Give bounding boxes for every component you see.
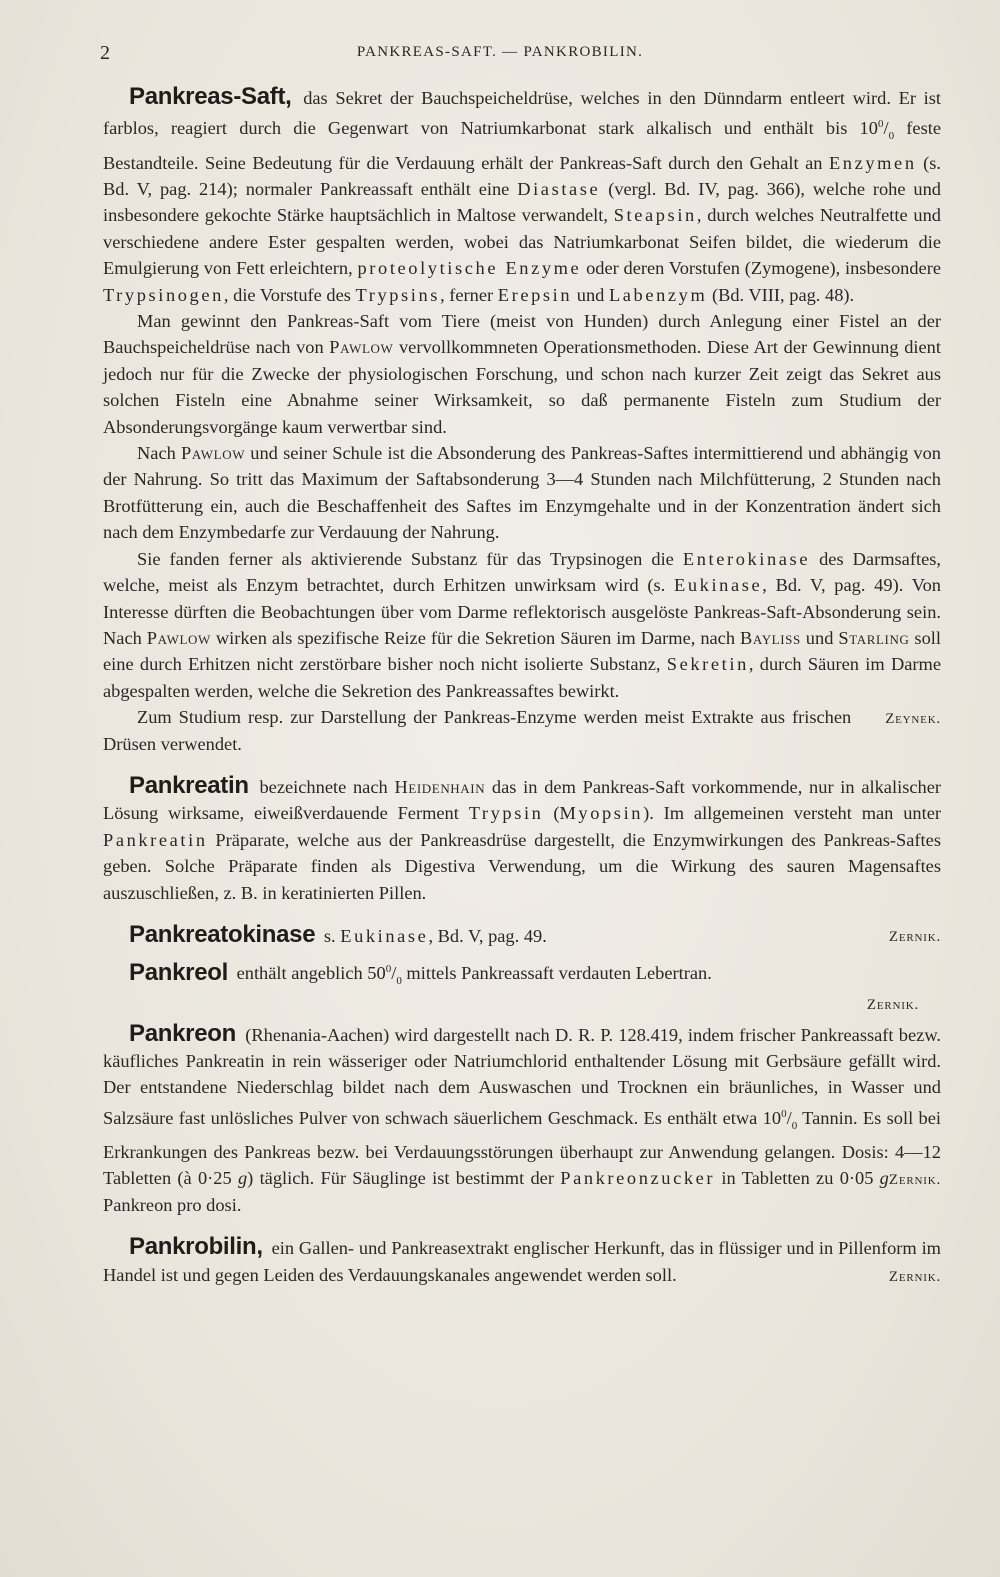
author-name: Starling bbox=[838, 627, 910, 648]
spaced-term: proteolytische Enzyme bbox=[357, 258, 582, 279]
spaced-term: Erepsin bbox=[497, 284, 573, 305]
headword: Pankrobilin, bbox=[129, 1233, 263, 1261]
spaced-term: Diastase bbox=[517, 179, 601, 200]
spaced-term: Enterokinase bbox=[682, 548, 811, 569]
headword: Pankreol bbox=[129, 958, 228, 986]
entry-pankreol bbox=[103, 956, 941, 1014]
paragraph: Zernik. Pankreatokinase s. Eukinase, Bd. V, pag. 49. bbox=[103, 922, 941, 949]
spaced-term: Steapsin bbox=[613, 205, 697, 226]
headword: Pankreas-Saft, bbox=[129, 83, 292, 110]
spaced-term: Enzymen bbox=[828, 152, 917, 173]
author-signature: Zernik. bbox=[888, 928, 941, 945]
author-name: Heidenhain bbox=[394, 776, 486, 797]
author-name: Pawlow bbox=[181, 443, 246, 464]
spaced-term: Trypsinogen bbox=[103, 284, 224, 305]
paragraph: Pankreol enthält angeblich $50^0/_0$ mittels Pankreassaft verdauten Lebertran. bbox=[129, 958, 712, 988]
entry-pankreon bbox=[103, 1021, 941, 1219]
paragraph: Man gewinnt den Pankreas-Saft vom Tiere (meist von Hunden) durch Anlegung einer Fistel an der Bauchspeicheldrüse nach von Pawlow vervollkommneten Operationsmethoden. Diese Art der Gewinnung dient jedoch nur für die Zwecke der physiologischen Forschung, und schon nach kurzer Zeit zeigt das Sekret aus solchen Fisteln eine Abnahme seiner Wirksamkeit, so daß permanente Fisteln zum Studium der Absonderungsvorgänge kaum verwertbar sind. bbox=[103, 311, 941, 437]
author-signature: Zeynek. bbox=[885, 711, 941, 728]
paragraph: Sie fanden ferner als aktivierende Substanz für das Trypsinogen die Enterokinase des Darmsaftes, welche, meist als Enzym betrachtet, durch Erhitzen unwirksam wird (s. Eukinase, Bd. V, pag. 49). Von Interesse dürften die Beobachtungen über vom Darme reflektorisch ausgelöste Pankreas-Saft-Absonderung sein. Nach Pawlow wirken als spezifische Reize für die Sekretion Säuren im Darme, nach Bayliss und Starling soll eine durch Erhitzen nicht zerstörbare bisher noch nicht isolierte Substanz, Sekretin, durch Säuren im Darme abgespalten werden, welche die Sekretion des Pankreassaftes bewirkt. bbox=[103, 548, 941, 701]
paragraph: Pankrobilin, ein Gallen- und Pankreasextrakt englischer Herkunft, das in flüssiger und in Pillenform im Handel ist und gegen Leiden des Verdauungskanales angewendet werden soll. Zernik. bbox=[103, 1234, 941, 1288]
spaced-term: Eukinase bbox=[674, 575, 763, 596]
entry-pankreatokinase bbox=[103, 922, 941, 950]
entry-pankreas-saft bbox=[103, 84, 941, 757]
running-head: PANKREAS-SAFT. — PANKROBILIN. bbox=[356, 44, 644, 60]
paragraph: Pankreas-Saft, das Sekret der Bauchspeicheldrüse, welches in den Dünndarm entleert wird. Er ist farblos, reagiert durch die Gegenwart von Natriumkarbonat stark alkalisch und enthält bis $10^0/_0$ feste Bestandteile. Seine Bedeutung für die Verdauung erhält der Pankreas-Saft durch den Gehalt an Enzymen (s. Bd. V, pag. 214); normaler Pankreassaft enthält eine Diastase (vergl. Bd. IV, pag. 366), welche rohe und insbesondere gekochte Stärke hauptsächlich in Maltose verwandelt, Steapsin, durch welches Neutralfette und verschiedene andere Ester gespalten werden, wobei das Natriumkarbonat Seifen bildet, die wiederum die Emulgierung von Fett erleichtern, proteolytische Enzyme oder deren Vorstufen (Zymogene), insbesondere Trypsinogen, die Vorstufe des Trypsins, ferner Erepsin und Labenzym (Bd. VIII, pag. 48). bbox=[103, 83, 941, 305]
entry-pankrobilin bbox=[103, 1234, 941, 1290]
paragraph: Zeynek. Zum Studium resp. zur Darstellung der Pankreas-Enzyme werden meist Extrakte aus frischen Drüsen verwendet. bbox=[103, 707, 941, 754]
author-signature: Zernik. bbox=[866, 996, 919, 1013]
spaced-term: Eukinase bbox=[340, 925, 429, 946]
spaced-term: Labenzym bbox=[608, 284, 708, 305]
author-signature: Zernik. bbox=[888, 1172, 941, 1189]
headword: Pankreatin bbox=[129, 771, 249, 799]
spaced-term: Sekretin bbox=[666, 654, 749, 675]
spaced-term: Trypsins bbox=[355, 284, 441, 305]
headword: Pankreon bbox=[129, 1019, 236, 1047]
author-name: Pawlow bbox=[146, 627, 211, 648]
spaced-term: Trypsin bbox=[468, 803, 544, 824]
spaced-term: Myopsin bbox=[559, 803, 644, 824]
entry-pankreatin bbox=[103, 773, 941, 906]
spaced-term: Pankreatin bbox=[103, 829, 208, 850]
paragraph: Pankreatin bezeichnete nach Heidenhain das in dem Pankreas-Saft vorkommende, nur in alkalischer Lösung wirksame, eiweißverdauende Ferment Trypsin (Myopsin). Im allgemeinen versteht man unter Pankreatin Präparate, welche aus der Pankreasdrüse dargestellt, die Enzymwirkungen des Pankreas-Saftes geben. Solche Präparate finden als Digestiva Verwendung, um die Wirkung des sauren Magensaftes auszuschließen, z. B. in keratinierten Pillen. bbox=[103, 771, 941, 903]
page-number: 2 bbox=[100, 42, 110, 64]
page-content bbox=[103, 84, 941, 1290]
paragraph: Pankreon (Rhenania-Aachen) wird dargestellt nach D. R. P. 128.419, indem frischer Pankreassaft bezw. käufliches Pankreatin in rein wässeriger oder Natriumchlorid enthaltender Lösung mit Gerbsäure gefällt wird. Der entstandene Niederschlag bildet nach dem Auswaschen und Trocknen ein bräunliches, in Wasser und Salzsäure fast unlösliches Pulver von schwach säuerlichem Geschmack. Es enthält etwa $10^0/_0$ Tannin. Es soll bei Erkrankungen des Pankreas bezw. bei Verdauungsstörungen überhaupt zur Anwendung gelangen. Dosis: 4—12 Tabletten (à 0·25 g) täglich. Für Säuglinge ist bestimmt der Pankreonzucker in Tabletten zu 0·05 g Zernik. Pankreon pro dosi. bbox=[103, 1019, 941, 1215]
author-name: Bayliss bbox=[740, 627, 801, 648]
spaced-term: Pankreonzucker bbox=[560, 1168, 716, 1189]
author-signature: Zernik. bbox=[888, 1268, 941, 1285]
page-header bbox=[0, 42, 1000, 72]
author-name: Pawlow bbox=[329, 337, 394, 358]
paragraph: Nach Pawlow und seiner Schule ist die Absonderung des Pankreas-Saftes intermittierend und abhängig von der Nahrung. So tritt das Maximum der Saftabsonderung 3—4 Stunden nach Milchfütterung, 2 Stunden nach Brotfütterung ein, auch die Beschaffenheit des Saftes im Enzymgehalte und in der Konzentration ändert sich nach dem Enzymbedarfe zur Verdauung der Nahrung. bbox=[103, 443, 942, 543]
headword: Pankreatokinase bbox=[129, 920, 316, 948]
